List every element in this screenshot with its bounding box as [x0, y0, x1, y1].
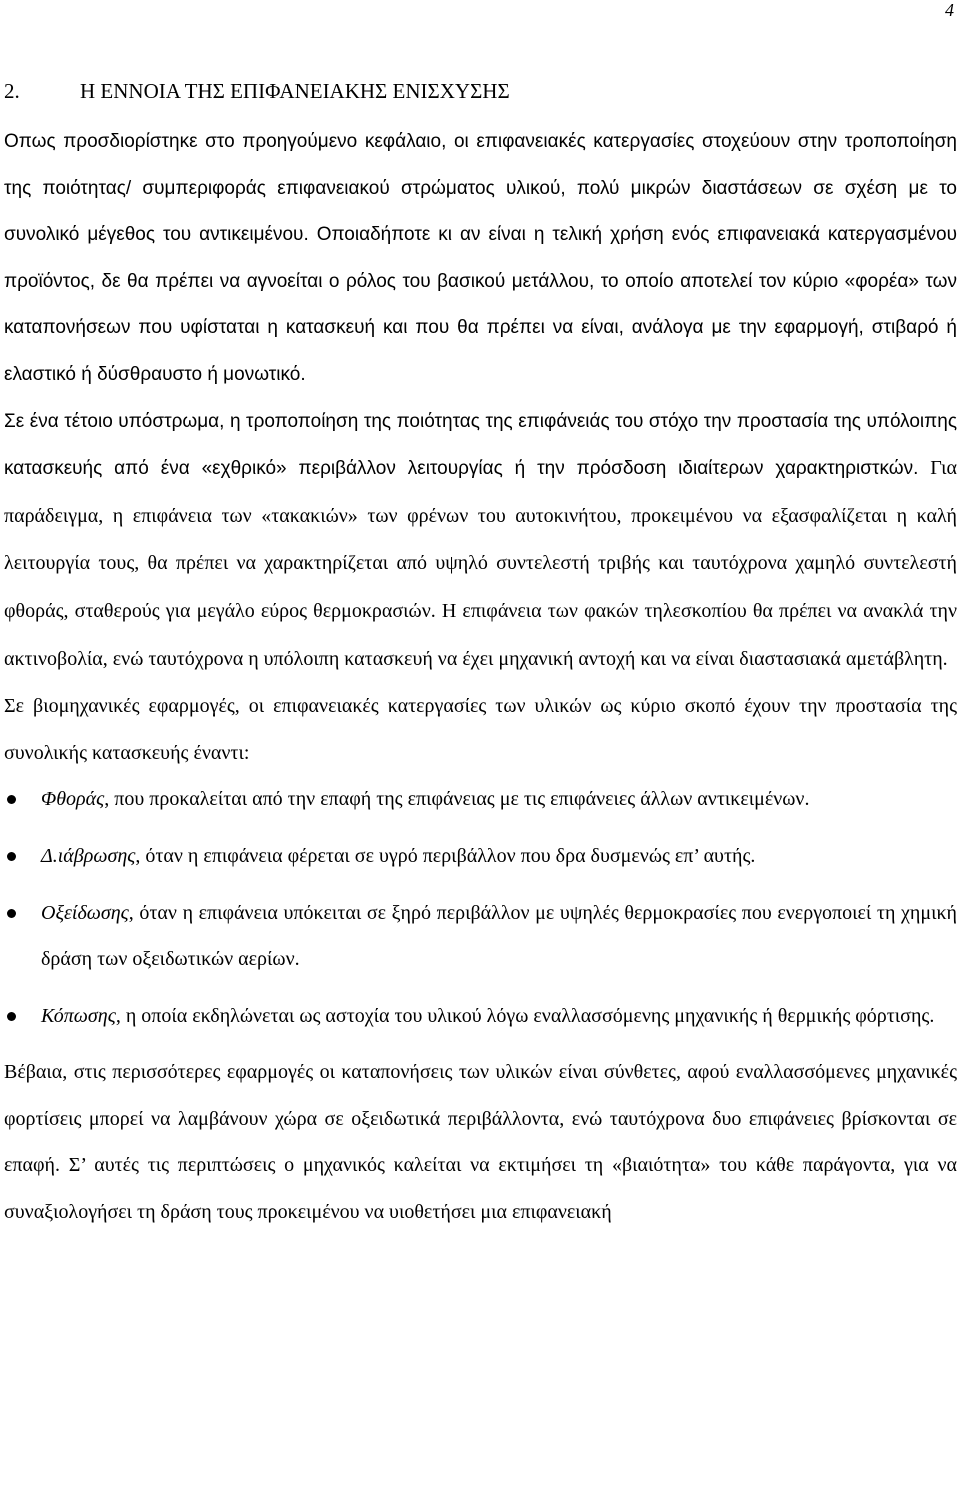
list-item-text: , όταν η επιφάνεια φέρεται σε υγρό περιβάλλον που δρα δυσμενώς επ’ αυτής. [135, 844, 756, 867]
list-item-term: Φθοράς [41, 788, 105, 811]
list-item-term: Οξείδωσης [41, 901, 129, 924]
list-item [4, 890, 957, 983]
paragraph-substrate-part1: Σε ένα τέτοιο υπόστρωμα, η τροποποίηση της ποιότητας της επιφάνειάς του στόχο την προστασία της υπόλοιπης κατασκευής από ένα «εχθρικό» περιβάλλον λειτουργίας ή την πρόσδοση ιδιαίτερων χαρακτηριστκών. [4, 410, 957, 480]
list-item-text: , που προκαλείται από την επαφή της επιφάνειας με τις επιφάνειες άλλων αντικειμένων. [104, 788, 810, 811]
bullet-icon [7, 852, 16, 861]
paragraph-substrate-part2: Για παράδειγμα, η επιφάνεια των «τακακιών» των φρένων του αυτοκινήτου, προκειμένου να εξασφαλίζεται η καλή λειτουργία τους, θα πρέπει να χαρακτηρίζεται από υψηλό συντελεστή τριβής και ταυτόχρονα χαμηλό συντελεστή φθοράς, σταθερούς για μεγάλο εύρος θερμοκρασιών. Η επιφάνεια των φακών τηλεσκοπίου θα πρέπει να ανακλά την ακτινοβολία, ενώ ταυτόχρονα η υπόλοιπη κατασκευή να έχει μηχανική αντοχή και να είναι διαστασιακά αμετάβλητη. [4, 457, 957, 670]
section-title: Η ΕΝΝΟΙΑ ΤΗΣ ΕΠΙΦΑΝΕΙΑΚΗΣ ΕΝΙΣΧΥΣΗΣ [80, 79, 510, 103]
bullet-icon [7, 909, 16, 918]
bullet-icon [7, 795, 16, 804]
paragraph-intro-part1: Οπως προσδιορίστηκε στο προηγούμενο κεφάλαιο, οι επιφανειακές κατεργασίες στοχεύουν στην τροποποίηση της ποιότητας/ συμπεριφοράς επιφανειακού στρώματος υλικού, πολύ μικρών διαστάσεων σε σχέση με το συνολικό μέγεθος του αντικειμένου. [4, 131, 957, 246]
paragraph-intro [4, 119, 957, 399]
list-item-term: Κόπωσης [41, 1004, 116, 1027]
paragraph-substrate [4, 399, 957, 684]
paragraph-intro-part2: Οποιαδήποτε κι αν είναι η τελική χρήση ενός επιφανειακά κατεργασμένου προϊόντος, δε θα πρέπει να αγνοείται ο ρόλος του βασικού μετάλλου, το οποίο αποτελεί τον κύριο «φορέα» των καταπονήσεων που υφίσταται η κατασκευή και που θα πρέπει να είναι, ανάλογα με την εφαρμογή, στιβαρό ή ελαστικό ή δύσθραυστο ή μονωτικό. [4, 224, 957, 385]
paragraph-industrial-part1: Σε βιομηχανικές εφαρμογές, οι επιφανειακές κατεργασίες των υλικών ως κύριο σκοπό έχουν την προστασία της συνολικής κατασκευής έναντι: [4, 695, 957, 764]
bullet-icon [7, 1012, 16, 1021]
list-item [4, 993, 957, 1040]
page-number: 4 [945, 0, 954, 20]
paragraph-closing-part2: Σ’ αυτές τις περιπτώσεις ο μηχανικός καλείται να εκτιμήσει τη «βιαιότητα» του κάθε παράγοντα, για να συναξιολογήσει τη δράση τους προκειμένου να υιοθετήσει μια επιφανειακή [4, 1154, 957, 1224]
body-text [4, 119, 957, 1236]
list-item-term: Δ.ιάβρωσης [41, 844, 136, 867]
section-heading [4, 77, 510, 105]
paragraph-closing-part1: Βέβαια, στις περισσότερες εφαρμογές οι καταπονήσεις των υλικών είναι σύνθετες, αφού εναλλασσόμενες μηχανικές φορτίσεις μπορεί να λαμβάνουν χώρα σε οξειδωτικά περιβάλλοντα, ενώ ταυτόχρονα δυο επιφάνειες βρίσκονται σε επαφή. [4, 1061, 957, 1177]
list-item-text: , η οποία εκδηλώνεται ως αστοχία του υλικού λόγω εναλλασσόμενης μηχανικής ή θερμικής φόρτισης. [115, 1004, 935, 1027]
list-item [4, 833, 957, 880]
section-number: 2. [4, 79, 20, 103]
protection-list [4, 776, 957, 1039]
list-item [4, 776, 957, 823]
list-item-text: , όταν η επιφάνεια υπόκειται σε ξηρό περιβάλλον με υψηλές θερμοκρασίες που ενεργοποιεί τη χημική δράση των οξειδωτικών αερίων. [41, 901, 957, 971]
paragraph-closing [4, 1049, 957, 1235]
paragraph-industrial [4, 683, 957, 776]
